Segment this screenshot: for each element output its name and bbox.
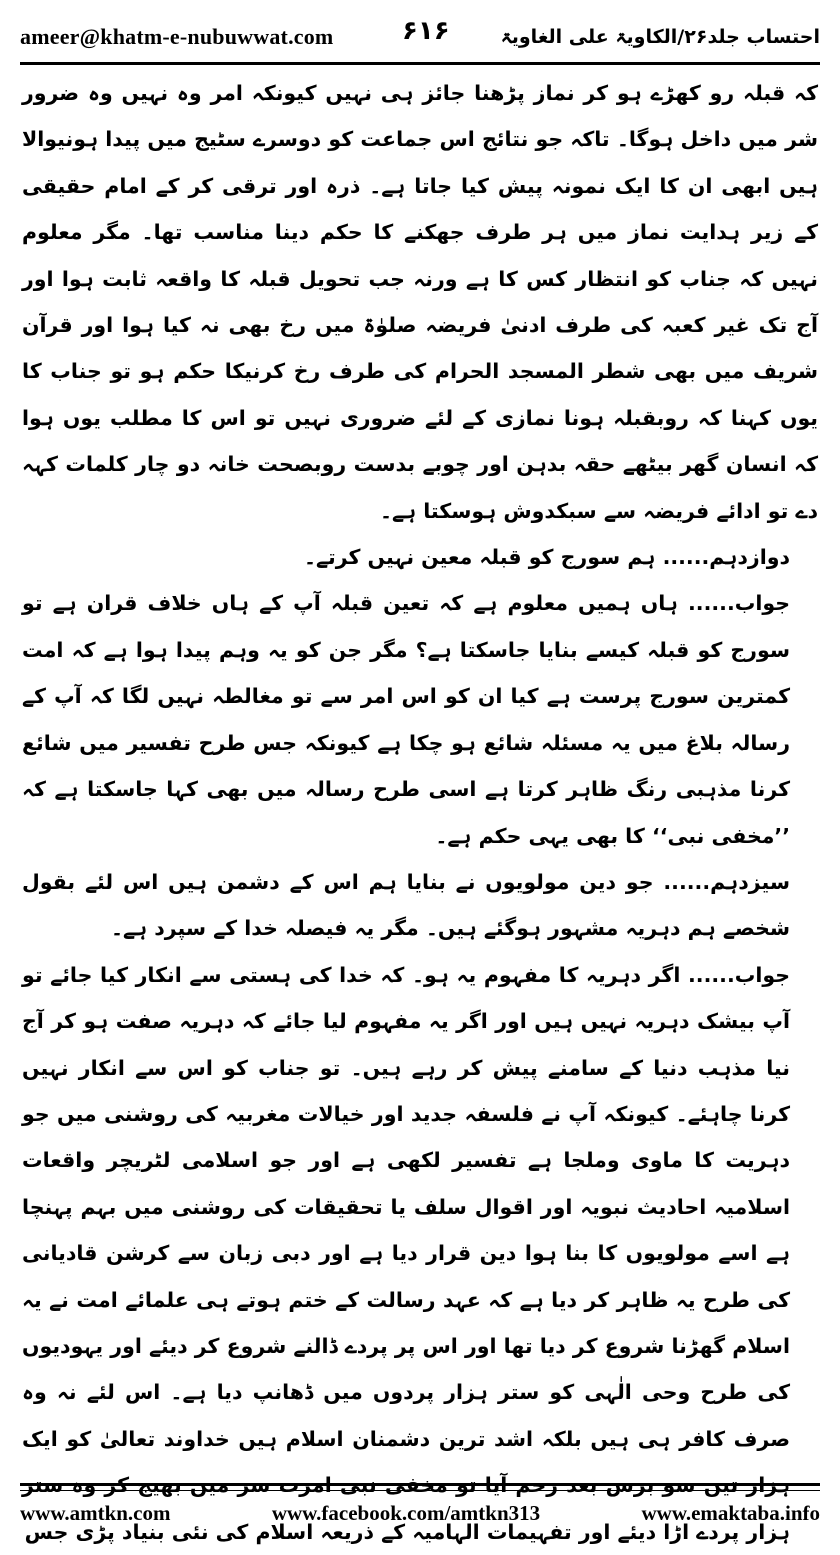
paragraph-2: دوازدہم...... ہم سورج کو قبلہ معین نہیں کرتے۔ [303,545,790,570]
page-footer [20,1498,820,1528]
footer-link-amtkn[interactable]: www.amtkn.com [20,1500,171,1525]
footer-link-emaktaba[interactable]: www.emaktaba.info [641,1500,820,1525]
paragraph-5: جواب...... اگر دہریہ کا مفہوم یہ ہو۔ کہ خدا کی ہستی سے انکار کیا جائے تو آپ بیشک دہریہ نہیں ہیں اور اگر یہ مفہوم لیا جائے کہ دہریہ صفت ہو کر آج نیا مذہب دنیا کے سامنے پیش کر رہے ہیں۔ تو جناب کو اس سے انکار نہیں کرنا چاہئے۔ کیونکہ آپ نے فلسفہ جدید اور خیالات مغربیہ کی روشنی میں جو دہریت کا ماوی وملجا ہے تفسیر لکھی ہے اور جو اسلامی لٹریچر واقعات اسلامیہ احادیث نبویہ اور اقوال سلف یا تحقیقات کی روشنی میں بہم پہنچا ہے اسے مولویوں کا بنا ہوا دین قرار دیا ہے اور دبی زبان سے کرشن قادیانی کی طرح یہ ظاہر کر دیا ہے کہ عہد رسالت کے ختم ہوتے ہی علمائے امت نے یہ اسلام گھڑنا شروع کر دیا تھا اور اس پر پردے ڈالنے شروع کر دیئے اور یہودیوں کی طرح وحی الٰہی کو ستر ہزار پردوں میں ڈھانپ دیا ہے۔ اس لئے نہ وہ صرف کافر ہی ہیں بلکہ اشد ترین دشمنان اسلام ہیں خداوند تعالیٰ کو ایک ہزار تین سو برس بعد رحم آیا تو مخفی نبی امرت سر میں بھیج کر وہ ستر ہزار پردے اڑا دیئے اور تفہیمات الہامیہ کے ذریعہ اسلام کی نئی بنیاد پڑی جس [22,962,790,1544]
running-title: احتساب جلد۲۶/الکاویۃ علی الغاویۃ [500,26,820,48]
header-email: ameer@khatm-e-nubuwwat.com [20,24,334,49]
paragraph-1: کہ قبلہ رو کھڑے ہو کر نماز پڑھنا جائز ہی نہیں کیونکہ امر وہ نہیں وہ ضرور شر میں داخل ہوگا۔ تاکہ جو نتائج اس جماعت کو دوسرے سٹیج میں پیدا ہونیوالا ہیں ابھی ان کا ایک نمونہ پیش کیا جاتا ہے۔ ذرہ اور ترقی کر کے امام حقیقی کے زیر ہدایت نماز میں ہر طرف جھکنے کا حکم دینا مناسب تھا۔ مگر معلوم نہیں کہ جناب کو انتظار کس کا ہے ورنہ جب تحویل قبلہ کا واقعہ ثابت ہوا اور آج تک غیر کعبہ کی طرف ادنیٰ فریضہ صلوٰۃ میں رخ بھی نہ کیا ہوا اور قرآن شریف میں بھی شطر المسجد الحرام کی طرف رخ کرنیکا حکم ہو تو جناب کا یوں کہنا کہ روبقبلہ ہونا نمازی کے لئے ضروری نہیں تو اس کا مطلب یوں ہوا کہ انسان گھر بیٹھے حقہ بدہن اور چوبے بدست روبصحت خانہ دو چار کلمات کہہ دے تو ادائے فریضہ سے سبکدوش ہوسکتا ہے۔ [22,81,818,523]
paragraph-3: جواب...... ہاں ہمیں معلوم ہے کہ تعین قبلہ آپ کے ہاں خلاف قران ہے تو سورج کو قبلہ کیسے بنایا جاسکتا ہے؟ مگر جن کو یہ وہم پیدا ہوا ہے کہ امت کمترین سورج پرست ہے کیا ان کو اس امر سے تو مغالطہ نہیں لگا کہ آپ کے رسالہ بلاغ میں یہ مسئلہ شائع ہو چکا ہے کیونکہ جس طرح تفسیر میں شائع کرنا مذہبی رنگ ظاہر کرتا ہے اسی طرح رسالہ میں بھی کہا جاسکتا ہے کہ ’’مخفی نبی‘‘ کا بھی یہی حکم ہے۔ [22,591,790,848]
header-rule [20,62,820,65]
page-number: ۶۱۶ [402,16,450,46]
paragraph-4: سیزدہم...... جو دین مولویوں نے بنایا ہم اس کے دشمن ہیں اس لئے بقول شخصے ہم دہریہ مشہور ہوگئے ہیں۔ مگر یہ فیصلہ خدا کے سپرد ہے۔ [22,869,790,941]
footer-rule-thin [20,1490,820,1491]
page-header [20,14,820,60]
footer-link-facebook[interactable]: www.facebook.com/amtkn313 [271,1500,541,1525]
footer-rule-thick [20,1483,820,1486]
